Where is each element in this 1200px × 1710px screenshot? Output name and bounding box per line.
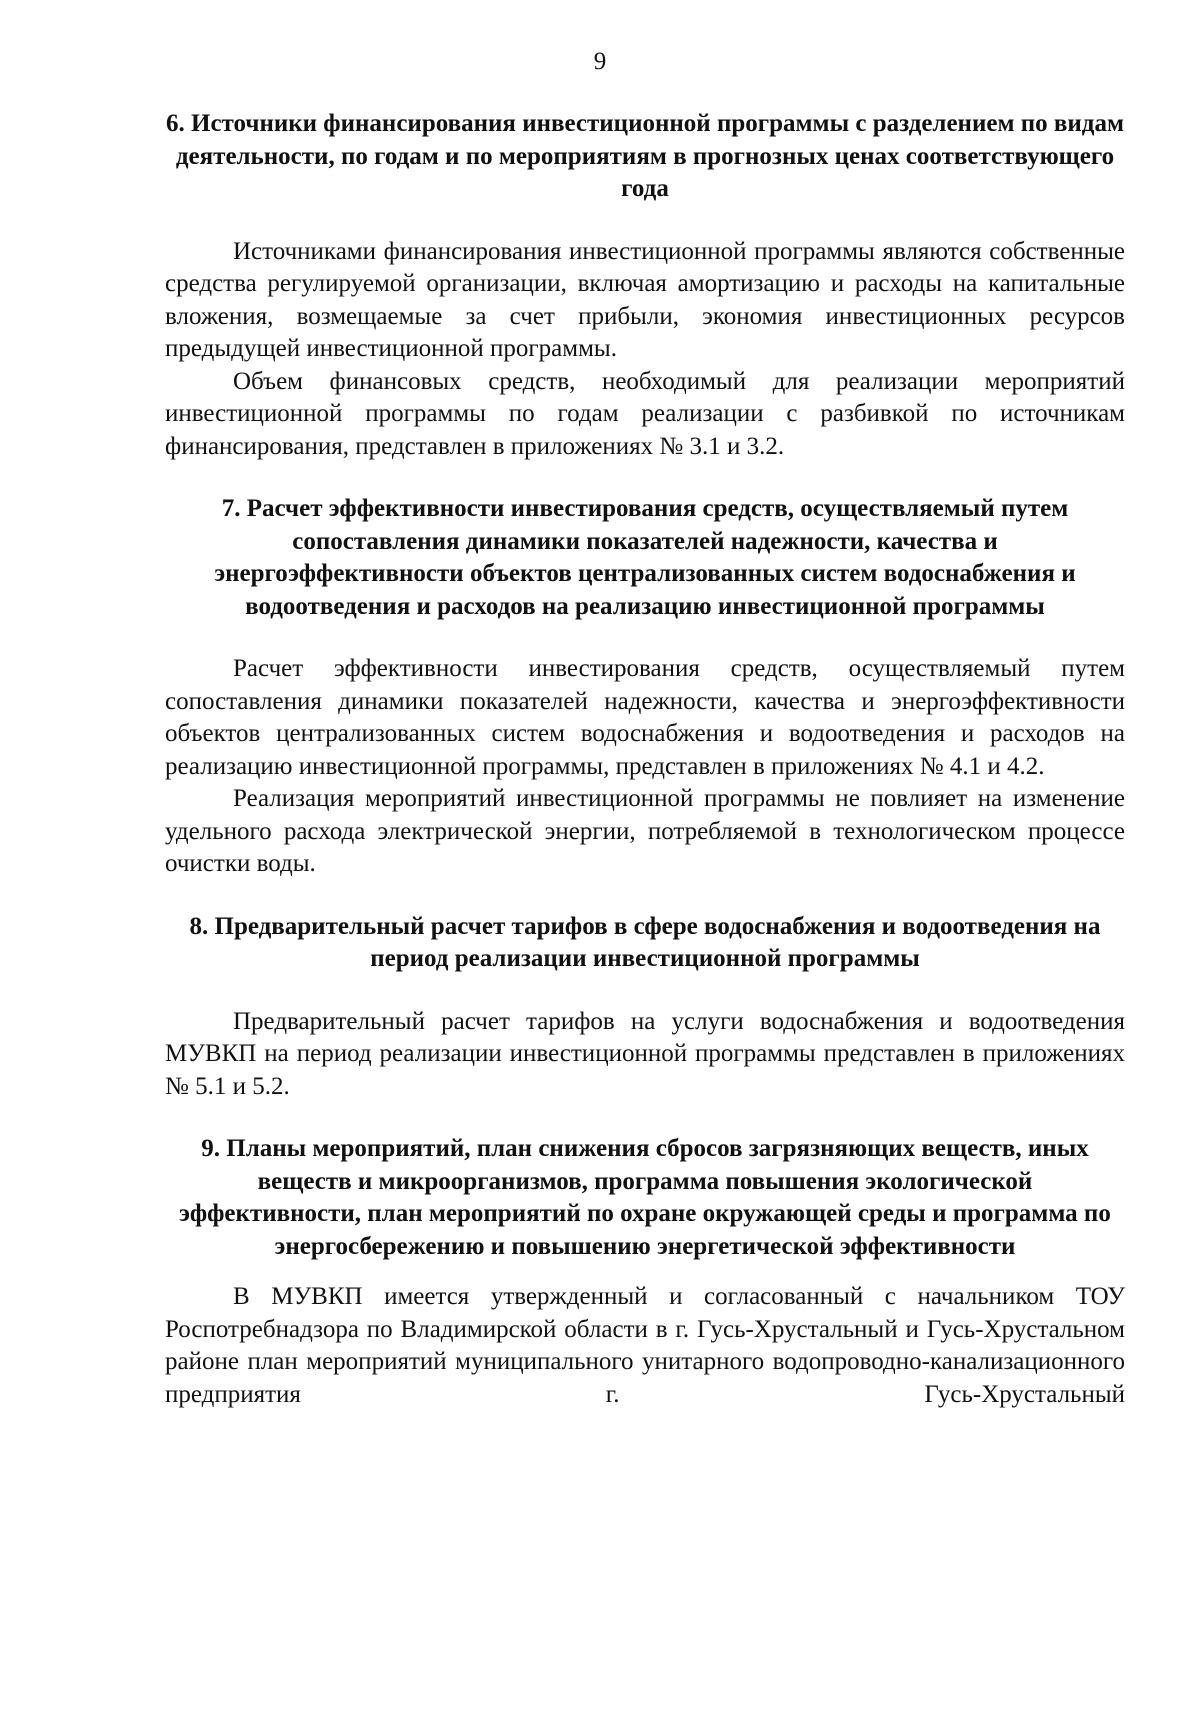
section-9 [165,1133,1125,1411]
section-heading: 8. Предварительный расчет тарифов в сфере водоснабжения и водоотведения на период реализации инвестиционной программы [189,912,1101,972]
paragraph: Предварительный расчет тарифов на услуги водоснабжения и водоотведения МУВКП на период реализации инвестиционной программы представлен в приложениях № 5.1 и 5.2. [165,1007,1125,1100]
section-heading: 6. Источники финансирования инвестиционной программы с разделением по видам деятельности, по годам и по мероприятиям в прогнозных ценах соответствующего года [166,110,1124,202]
section-8 [165,911,1125,1104]
section-6 [165,108,1125,463]
document-body [165,108,1125,1411]
paragraph: В МУВКП имеется утвержденный и согласованный с начальником ТОУ Роспотребнадзора по Владимирской области в г. Гусь-Хрустальный и Гусь-Хрустальном районе план мероприятий муниципального унитарного водопроводно-канализационного предприятия г. Гусь-Хрустальный [165,1283,1125,1408]
paragraph: Источниками финансирования инвестиционной программы являются собственные средства регулируемой организации, включая амортизацию и расходы на капитальные вложения, возмещаемые за счет прибыли, экономия инвестиционных ресурсов предыдущей инвестиционной программы. [165,237,1125,362]
paragraph: Объем финансовых средств, необходимый для реализации мероприятий инвестиционной программы по годам реализации с разбивкой по источникам финансирования, представлен в приложениях № 3.1 и 3.2. [165,367,1125,460]
page-number: 9 [593,48,607,75]
paragraph: Расчет эффективности инвестирования средств, осуществляемый путем сопоставления динамики показателей надежности, качества и энергоэффективности объектов централизованных систем водоснабжения и водоотведения и расходов на реализацию инвестиционной программы, представлен в приложениях № 4.1 и 4.2. [165,655,1125,780]
section-heading: 7. Расчет эффективности инвестирования средств, осуществляемый путем сопоставления динамики показателей надежности, качества и энергоэффективности объектов централизованных систем водоснабжения и водоотведения и расходов на реализацию инвестиционной программы [214,495,1076,620]
section-7 [165,493,1125,881]
section-heading: 9. Планы мероприятий, план снижения сбросов загрязняющих веществ, иных веществ и микроорганизмов, программа повышения экологической эффективности, план мероприятий по охране окружающей среды и программа по энергосбережению и повышению энергетической эффективности [179,1135,1111,1260]
paragraph: Реализация мероприятий инвестиционной программы не повлияет на изменение удельного расхода электрической энергии, потребляемой в технологическом процессе очистки воды. [165,785,1125,877]
